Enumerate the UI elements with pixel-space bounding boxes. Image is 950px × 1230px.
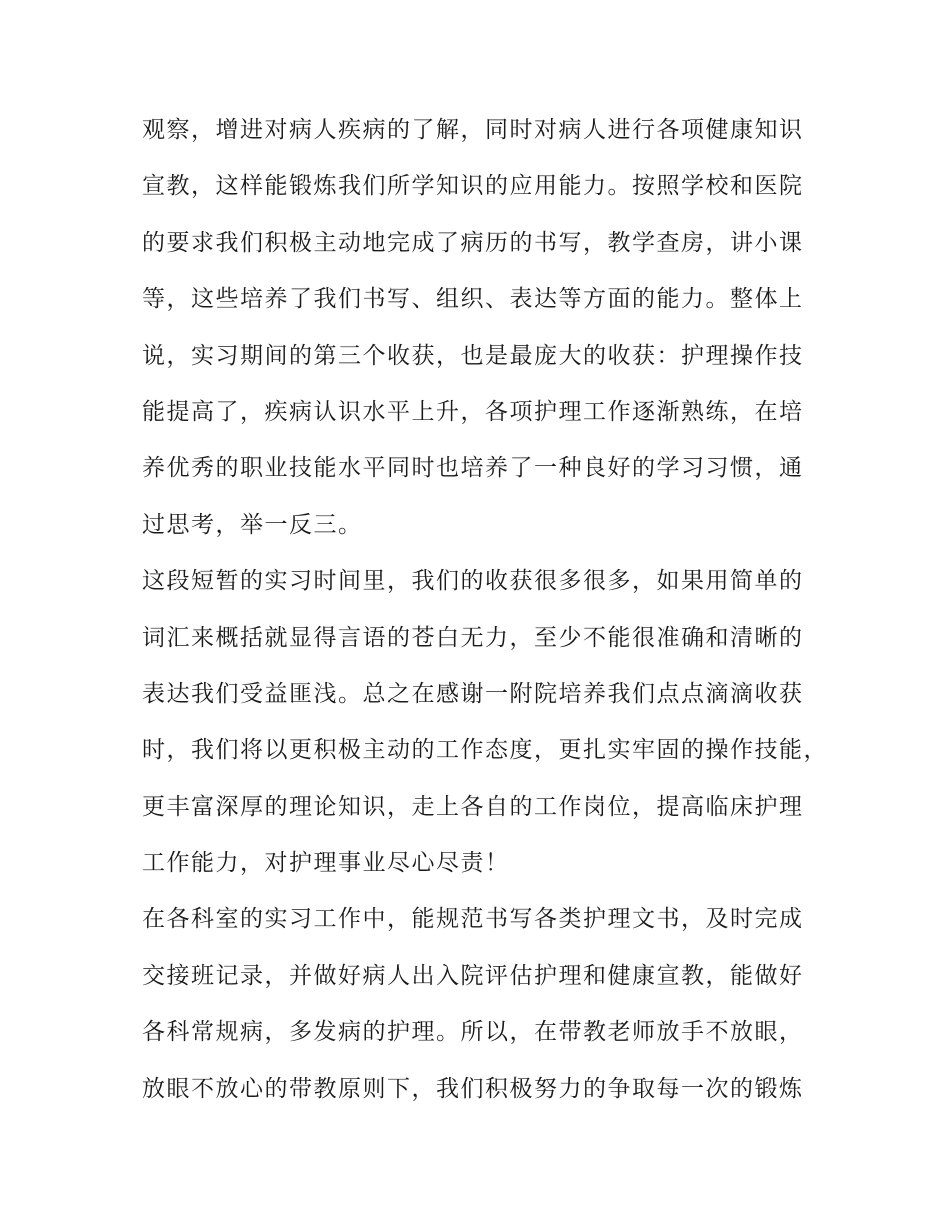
text-line: 养优秀的职业技能水平同时也培养了一种良好的学习习惯，通 — [142, 455, 804, 482]
body-text — [142, 108, 842, 1123]
text-line: 说，实习期间的第三个收获，也是最庞大的收获：护理操作技 — [142, 342, 804, 369]
text-line: 能提高了，疾病认识水平上升，各项护理工作逐渐熟练，在培 — [142, 398, 804, 425]
text-line: 等，这些培养了我们书写、组织、表达等方面的能力。整体上 — [142, 286, 804, 313]
text-line: 词汇来概括就显得言语的苍白无力，至少不能很准确和清晰的 — [142, 624, 804, 651]
text-line: 在各科室的实习工作中，能规范书写各类护理文书，及时完成 — [142, 906, 804, 933]
text-line: 放眼不放心的带教原则下，我们积极努力的争取每一次的锻炼 — [142, 1075, 804, 1102]
text-line: 各科常规病，多发病的护理。所以，在带教老师放手不放眼， — [142, 1019, 804, 1046]
text-line: 观察，增进对病人疾病的了解，同时对病人进行各项健康知识 — [142, 117, 804, 143]
text-line: 的要求我们积极主动地完成了病历的书写，教学查房，讲小课 — [142, 229, 804, 256]
text-line: 宣教，这样能锻炼我们所学知识的应用能力。按照学校和医院 — [142, 173, 804, 200]
text-line: 交接班记录，并做好病人出入院评估护理和健康宣教，能做好 — [142, 962, 804, 989]
text-line: 工作能力，对护理事业尽心尽责！ — [142, 850, 510, 877]
text-line: 表达我们受益匪浅。总之在感谢一附院培养我们点点滴滴收获 — [142, 680, 804, 707]
text-line: 时，我们将以更积极主动的工作态度，更扎实牢固的操作技能， — [142, 737, 828, 764]
text-line: 这段短暂的实习时间里，我们的收获很多很多，如果用简单的 — [142, 568, 804, 595]
text-line: 更丰富深厚的理论知识，走上各自的工作岗位，提高临床护理 — [142, 793, 804, 820]
text-line: 过思考，举一反三。 — [142, 511, 363, 538]
